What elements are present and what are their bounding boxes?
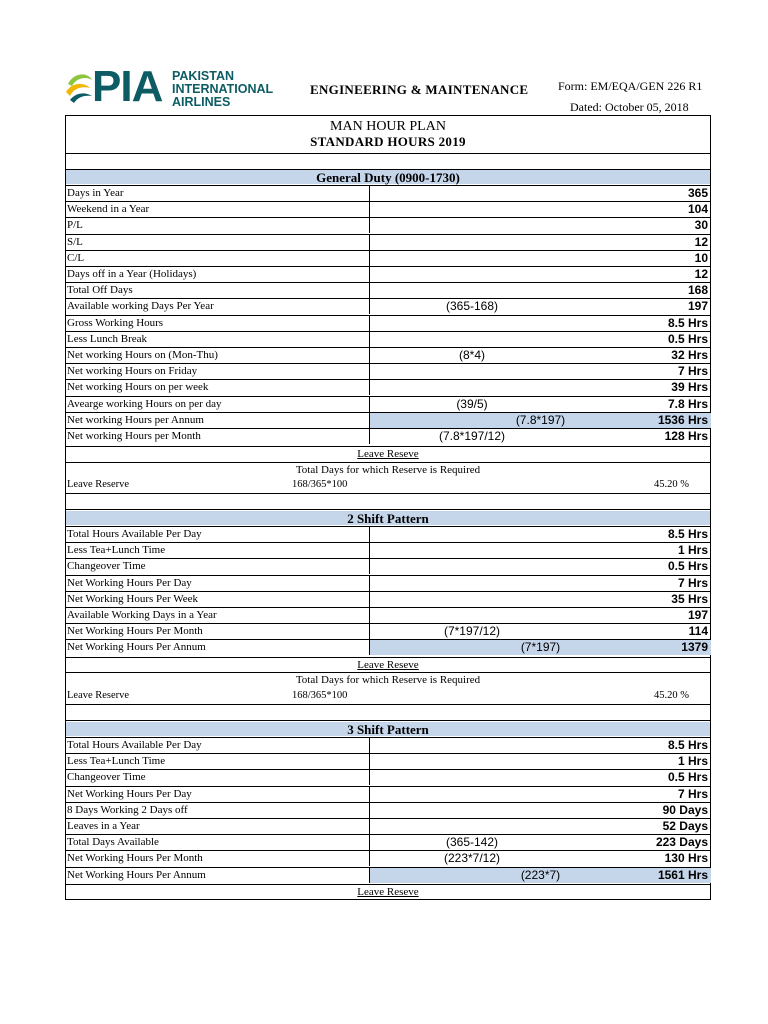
row-formula — [369, 267, 574, 282]
divider — [66, 153, 710, 154]
leave-reserve-label: Leave Reserve — [67, 690, 130, 701]
row-label: Less Tea+Lunch Time — [67, 755, 166, 768]
row-value: 1561 Hrs — [657, 867, 708, 882]
row-value: 12 — [694, 267, 708, 281]
leave-reserve-title: Leave Reseve — [66, 657, 710, 673]
divider — [66, 720, 710, 721]
row-formula: (39/5) — [369, 397, 574, 412]
table-row — [66, 282, 710, 298]
row-label: Changeover Time — [67, 560, 146, 573]
table-row — [66, 266, 710, 282]
table-row — [66, 428, 710, 444]
row-value: 0.5 Hrs — [667, 770, 708, 785]
row-formula: (365-142) — [369, 835, 574, 850]
table-row — [66, 185, 710, 201]
row-formula — [369, 316, 574, 331]
leave-reserve-formula: 168/365*100 — [292, 690, 348, 701]
row-value: 7.8 Hrs — [667, 396, 708, 411]
row-value: 1379 — [681, 640, 708, 655]
table-row — [66, 769, 710, 785]
section-heading-2-shift: 2 Shift Pattern — [66, 511, 710, 525]
table-row — [66, 412, 710, 428]
table-row — [66, 558, 710, 574]
row-label: Net Working Hours Per Week — [67, 592, 199, 605]
table-row — [66, 217, 710, 233]
row-label: Less Tea+Lunch Time — [67, 544, 166, 557]
row-label: Days in Year — [67, 187, 124, 199]
row-label: C/L — [67, 251, 85, 264]
row-label: Net working Hours on (Mon-Thu) — [67, 349, 218, 361]
row-formula — [369, 787, 574, 802]
row-label: S/L — [67, 235, 83, 248]
pia-logo — [64, 62, 274, 112]
row-label: Net Working Hours Per Month — [67, 852, 203, 865]
row-value: 7 Hrs — [677, 575, 708, 590]
row-label: Net working Hours on per week — [67, 381, 209, 394]
table-row — [66, 201, 710, 217]
row-formula — [369, 559, 574, 574]
row-label: Total Hours Available Per Day — [67, 528, 202, 540]
row-value: 1 Hrs — [677, 754, 708, 769]
row-value: 90 Days — [662, 802, 708, 817]
row-value: 8.5 Hrs — [667, 527, 708, 541]
row-value: 365 — [687, 186, 708, 200]
row-value: 104 — [687, 202, 708, 217]
row-label: Available working Days Per Year — [67, 300, 214, 313]
row-formula — [369, 576, 574, 591]
row-formula — [369, 543, 574, 558]
table-row — [66, 607, 710, 623]
row-formula — [369, 738, 574, 753]
row-label: Net working Hours per Month — [67, 430, 201, 442]
row-formula — [369, 380, 574, 395]
table-row — [66, 250, 710, 266]
row-formula: (365-168) — [369, 299, 574, 314]
row-label: 8 Days Working 2 Days off — [67, 803, 188, 816]
row-label: Total Days Available — [67, 836, 159, 849]
table-row — [66, 834, 710, 850]
table-row — [66, 379, 710, 395]
leave-reserve-title: Leave Reseve — [66, 446, 710, 462]
row-formula — [369, 819, 574, 834]
row-value: 0.5 Hrs — [667, 331, 708, 346]
row-label: Total Off Days — [67, 284, 133, 297]
row-label: Net Working Hours Per Month — [67, 625, 203, 638]
row-formula — [369, 202, 574, 217]
row-formula — [369, 770, 574, 785]
row-value: 8.5 Hrs — [667, 738, 708, 752]
row-value: 130 Hrs — [664, 851, 708, 866]
logo-name-line: INTERNATIONAL — [172, 82, 274, 96]
leave-reserve-title: Leave Reseve — [66, 884, 710, 900]
table-row — [66, 818, 710, 834]
row-value: 8.5 Hrs — [667, 315, 708, 330]
row-label: P/L — [67, 219, 83, 232]
row-formula: (7.8*197/12) — [369, 429, 574, 444]
row-label: Less Lunch Break — [67, 332, 148, 345]
row-value: 39 Hrs — [671, 380, 708, 395]
row-label: Net working Hours per Annum — [67, 413, 204, 426]
table-row — [66, 802, 710, 818]
row-label: Net Working Hours Per Annum — [67, 641, 206, 654]
row-formula — [369, 283, 574, 298]
table-row — [66, 623, 710, 639]
row-label: Available Working Days in a Year — [67, 609, 217, 621]
row-value: 223 Days — [655, 835, 708, 850]
row-formula: (223*7) — [369, 868, 711, 883]
row-formula — [369, 754, 574, 769]
leave-reserve-percent: 45.20 % — [654, 479, 689, 490]
plan-title: MAN HOUR PLAN — [330, 119, 446, 134]
row-value: 32 Hrs — [671, 348, 708, 362]
row-value: 114 — [688, 624, 708, 639]
logo-text: PIA — [92, 62, 163, 111]
row-formula — [369, 186, 574, 201]
logo-name-line: PAKISTAN — [172, 69, 235, 83]
department-title: ENGINEERING & MAINTENANCE — [310, 82, 529, 97]
row-value: 1 Hrs — [677, 543, 708, 558]
leave-reserve-row — [66, 478, 710, 492]
logo-airline-name — [172, 70, 273, 109]
form-number: Form: EM/EQA/GEN 226 R1 — [558, 79, 703, 93]
plan-subtitle: STANDARD HOURS 2019 — [310, 134, 466, 149]
row-formula — [369, 235, 574, 250]
row-value: 0.5 Hrs — [667, 559, 708, 574]
row-value: 128 Hrs — [664, 429, 708, 443]
table-row — [66, 753, 710, 769]
man-hour-plan-sheet — [65, 115, 711, 900]
row-value: 10 — [694, 250, 708, 265]
table-row — [66, 347, 710, 363]
table-row — [66, 639, 710, 655]
row-label: Net Working Hours Per Day — [67, 787, 192, 800]
table-row — [66, 234, 710, 250]
table-row — [66, 575, 710, 591]
row-formula: (8*4) — [369, 348, 574, 363]
row-value: 168 — [687, 283, 708, 298]
row-value: 197 — [687, 299, 708, 314]
row-value: 197 — [687, 608, 708, 622]
leave-reserve-label: Leave Reserve — [67, 479, 130, 490]
table-row — [66, 737, 710, 753]
divider — [66, 509, 710, 510]
row-label: Net Working Hours Per Annum — [67, 868, 206, 881]
row-label: Total Hours Available Per Day — [67, 739, 202, 751]
section-heading-3-shift: 3 Shift Pattern — [66, 722, 710, 736]
row-value: 30 — [694, 218, 708, 233]
row-formula — [369, 608, 574, 623]
row-label: Net Working Hours Per Day — [67, 576, 192, 589]
leave-reserve-percent: 45.20 % — [654, 690, 689, 701]
row-label: Weekend in a Year — [67, 203, 150, 216]
logo-name-line: AIRLINES — [172, 95, 231, 109]
table-row — [66, 591, 710, 607]
row-formula — [369, 364, 574, 379]
row-value: 35 Hrs — [671, 591, 708, 606]
section-heading-general-duty: General Duty (0900-1730) — [66, 170, 710, 184]
form-date: Dated: October 05, 2018 — [570, 100, 689, 114]
row-label: Changeover Time — [67, 771, 146, 784]
row-value: 52 Days — [662, 819, 708, 833]
row-formula — [369, 251, 574, 266]
row-value: 12 — [694, 234, 708, 249]
row-formula — [369, 332, 574, 347]
row-label: Leaves in a Year — [67, 820, 140, 832]
row-value: 7 Hrs — [677, 364, 708, 379]
table-row — [66, 526, 710, 542]
divider — [66, 704, 710, 705]
row-value: 1536 Hrs — [657, 412, 708, 427]
leave-reserve-row — [66, 689, 710, 703]
row-formula: (7*197) — [369, 640, 711, 655]
row-label: Net working Hours on Friday — [67, 365, 198, 378]
table-row — [66, 786, 710, 802]
table-row — [66, 867, 710, 883]
row-formula — [369, 592, 574, 607]
table-row — [66, 331, 710, 347]
reserve-required-text: Total Days for which Reserve is Required — [66, 462, 710, 478]
row-label: Gross Working Hours — [67, 316, 164, 329]
row-value: 7 Hrs — [677, 786, 708, 801]
table-row — [66, 850, 710, 866]
reserve-required-text: Total Days for which Reserve is Required — [66, 672, 710, 688]
row-formula: (7.8*197) — [369, 413, 711, 428]
row-formula — [369, 218, 574, 233]
table-row — [66, 298, 710, 314]
divider — [66, 493, 710, 494]
table-row — [66, 315, 710, 331]
table-row — [66, 542, 710, 558]
row-formula: (223*7/12) — [369, 851, 574, 866]
table-row — [66, 396, 710, 412]
row-label: Days off in a Year (Holidays) — [67, 268, 197, 280]
leave-reserve-formula: 168/365*100 — [292, 479, 348, 490]
row-formula — [369, 803, 574, 818]
table-row — [66, 363, 710, 379]
row-label: Avearge working Hours on per day — [67, 397, 222, 410]
row-formula: (7*197/12) — [369, 624, 574, 639]
row-formula — [369, 527, 574, 542]
